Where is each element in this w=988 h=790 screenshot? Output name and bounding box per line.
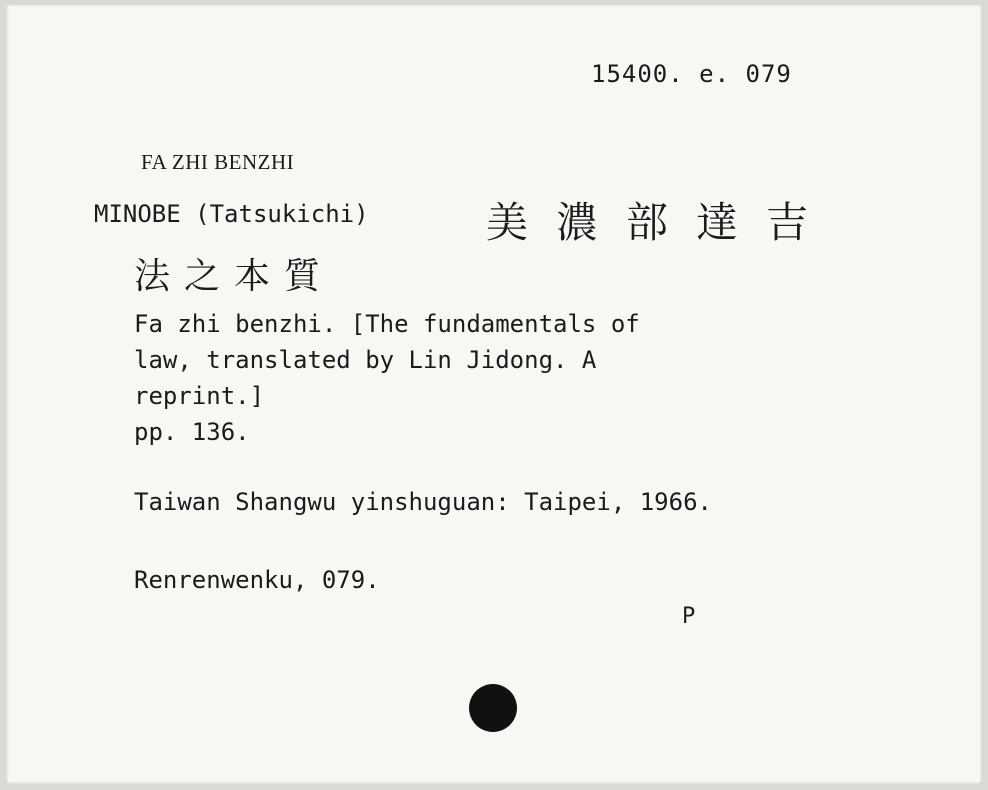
location-mark: P <box>682 604 696 629</box>
imprint: Taiwan Shangwu yinshuguan: Taipei, 1966. <box>134 488 712 516</box>
shelfmark: 15400. e. 079 <box>591 60 792 88</box>
description-line: reprint.] <box>134 382 265 410</box>
author-name-chinese: 美濃部達吉 <box>486 198 837 247</box>
author-name: MINOBE (Tatsukichi) <box>94 200 369 228</box>
card-heading: FA ZHI BENZHI <box>141 150 295 174</box>
catalog-card <box>6 4 982 784</box>
pagination: pp. 136. <box>134 418 250 446</box>
description-line: law, translated by Lin Jidong. A <box>134 346 597 374</box>
series-statement: Renrenwenku, 079. <box>134 566 380 594</box>
title-chinese: 法之本質 <box>134 256 335 297</box>
description-line: Fa zhi benzhi. [The fundamentals of <box>134 310 640 338</box>
punch-hole <box>469 684 517 732</box>
